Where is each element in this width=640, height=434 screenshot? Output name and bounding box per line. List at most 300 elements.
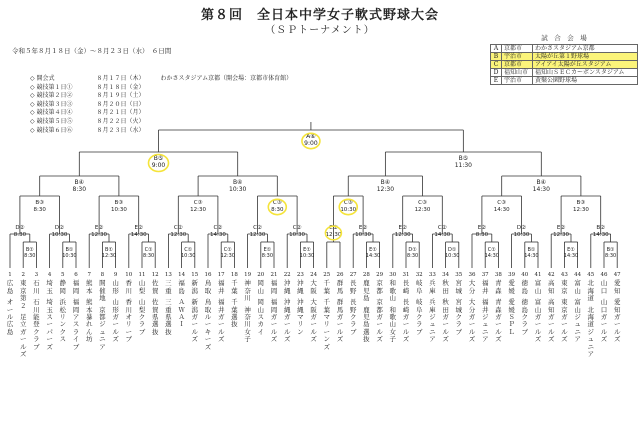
round32-match-label: B② xyxy=(596,225,606,231)
team-number: 23 xyxy=(296,272,304,278)
schedule-row: ◇ 競技第４日④ ８月２１日（月） xyxy=(30,109,145,117)
venue-table-title: 試 合 会 場 xyxy=(541,34,587,42)
round32-match-time: 12:30 xyxy=(394,232,411,238)
team-column xyxy=(559,272,569,344)
team-prefecture: 富 山 xyxy=(574,279,581,295)
team-column xyxy=(31,272,41,351)
team-column xyxy=(269,272,279,344)
team-column xyxy=(546,272,556,344)
team-number: 15 xyxy=(191,272,199,278)
team-prefecture: 鹿 児 島 xyxy=(363,279,370,303)
team-column xyxy=(480,272,490,344)
team-prefecture: 和 歌 山 xyxy=(389,279,397,303)
schedule-row: ◇ 競技第１日① ８月１８日（金） xyxy=(30,83,145,91)
round32-match-label: D② xyxy=(516,225,527,231)
schedule-row: ◇ 開会式 ８月１７日（木） わかさスタジアム京都（開会場：京都市体育館） xyxy=(30,75,293,82)
team-column xyxy=(520,272,530,336)
team-prefecture: 岡 山 xyxy=(257,279,265,295)
team-prefecture: 大 分 xyxy=(468,279,476,295)
round32-match-label: C② xyxy=(173,225,183,231)
team-prefecture: 千 葉 xyxy=(323,279,331,295)
round32-match-time: 10:30 xyxy=(355,232,372,238)
team-name: 浜 松 リ ン ク ス xyxy=(59,298,67,344)
team-name: 宮 城 ク ラ ブ xyxy=(455,298,463,336)
team-column xyxy=(177,272,187,329)
team-prefecture: 福 島 xyxy=(178,279,185,295)
team-prefecture: 山 形 xyxy=(112,279,119,295)
team-prefecture: 熊 本 xyxy=(85,279,93,295)
qf-match-time: 8:30 xyxy=(72,186,87,193)
round32-match-time: 14:30 xyxy=(130,232,147,238)
round1-match-label: B① xyxy=(25,247,34,253)
sf-match-label: B⑤ xyxy=(153,155,164,162)
team-name: 福 井 ガ ー ル ズ xyxy=(217,298,225,344)
qf-match-label: B④ xyxy=(536,179,547,186)
team-number: 20 xyxy=(257,272,265,278)
venue-name: 福知山ＳＥＣカーボンスタジアム xyxy=(533,69,638,77)
team-column xyxy=(5,272,15,336)
team-number: 16 xyxy=(204,272,212,278)
team-column xyxy=(203,272,213,351)
team-column xyxy=(124,272,134,344)
team-number: 47 xyxy=(613,272,621,278)
team-number: 2 xyxy=(21,272,25,278)
team-number: 1 xyxy=(8,272,12,278)
team-number: 34 xyxy=(442,272,450,278)
venue-code: C xyxy=(491,61,502,69)
team-number: 12 xyxy=(151,272,159,278)
round16-match-time: 8:30 xyxy=(33,207,46,213)
team-number: 33 xyxy=(428,272,436,278)
team-number: 13 xyxy=(164,272,172,278)
team-column xyxy=(454,272,464,336)
round32-match-label: E② xyxy=(358,225,368,231)
team-name: 和 歌 山 女 子 xyxy=(389,305,397,344)
team-number: 27 xyxy=(349,272,357,278)
round1-match-time: 8:30 xyxy=(261,253,274,259)
team-column xyxy=(493,272,503,344)
team-prefecture: 富 山 xyxy=(534,279,542,295)
round1-match-time: 10:30 xyxy=(180,253,196,259)
round1-match-label: C① xyxy=(184,247,193,253)
team-name: 新 潟 ガ ー ル ズ xyxy=(191,298,199,344)
round16-match-label: C③ xyxy=(193,200,203,206)
venue-name: 太陽が丘第１野球場 xyxy=(533,53,638,61)
round1-match-time: 8:30 xyxy=(604,253,617,259)
round1-match-label: D① xyxy=(408,247,417,253)
team-column xyxy=(573,272,583,344)
team-number: 28 xyxy=(362,272,370,278)
team-name: 埼 玉 ス ー パ ー ズ xyxy=(46,298,53,351)
team-number: 39 xyxy=(508,272,516,278)
team-name: 秋 田 ガ ー ル ズ xyxy=(442,298,449,344)
team-name: 京 都 ガ ー ル ズ xyxy=(376,298,383,344)
round16-match-label: C③ xyxy=(497,200,507,206)
team-prefecture: 佐 賀 xyxy=(151,279,159,295)
team-prefecture: 福 岡 xyxy=(270,279,278,295)
qf-match-time: 10:30 xyxy=(229,186,247,193)
team-number: 11 xyxy=(138,272,146,278)
team-number: 30 xyxy=(389,272,397,278)
round1-match-time: 12:30 xyxy=(220,253,236,259)
team-name: 愛 媛 Ｓ Ｐ Ｌ xyxy=(508,298,515,336)
team-number: 35 xyxy=(455,272,463,278)
team-column xyxy=(612,272,622,344)
round1-match-time: 14:30 xyxy=(524,253,539,259)
team-number: 43 xyxy=(560,272,568,278)
round1-match-label: C① xyxy=(144,247,153,253)
team-number: 38 xyxy=(494,272,502,278)
round1-match-label: B① xyxy=(65,247,74,253)
team-name: 長 崎 ガ ー ル ズ xyxy=(402,298,410,344)
venue-city: 福知山市 xyxy=(502,69,533,77)
team-name: 北 海 道 ジ ュ ニ ア xyxy=(587,305,595,359)
team-name: 岐 阜 ク ラ ブ xyxy=(415,298,423,336)
team-prefecture: 高 知 xyxy=(547,279,555,295)
schedule-row: ◇ 競技第６日⑥ ８月２３日（水） xyxy=(30,126,145,134)
team-number: 42 xyxy=(547,272,555,278)
round32-match-time: 10:30 xyxy=(513,232,530,238)
team-column xyxy=(335,272,345,344)
team-number: 45 xyxy=(587,272,595,278)
team-prefecture: 石 川 xyxy=(33,279,40,295)
team-column xyxy=(111,272,121,344)
final-match-time: 9:00 xyxy=(304,140,318,147)
team-prefecture: 千 葉 xyxy=(231,279,238,295)
team-name: 沖 縄 マ リ ン xyxy=(297,298,304,336)
round16-match-label: B③ xyxy=(114,200,124,206)
round32-match-label: E② xyxy=(94,225,104,231)
venue-city: 京都市 xyxy=(502,61,533,69)
round16-match-label: C③ xyxy=(343,200,353,206)
team-column xyxy=(414,272,424,336)
round32-match-label: C② xyxy=(329,225,338,231)
team-number: 5 xyxy=(61,272,65,278)
team-number: 8 xyxy=(100,272,105,278)
team-prefecture: 埼 玉 xyxy=(46,279,53,295)
round1-match-time: 12:30 xyxy=(101,253,117,259)
team-column xyxy=(388,272,398,344)
team-name: 三 重 県 選 抜 xyxy=(165,298,172,336)
team-name: 長 野 ク ラ ブ xyxy=(349,298,357,336)
team-prefecture: 東 京 第 ２ xyxy=(19,279,27,310)
round1-match-label: B① xyxy=(105,247,113,253)
team-number: 21 xyxy=(270,272,278,278)
round32-match-label: D② xyxy=(54,225,65,231)
round1-match-time: 8:30 xyxy=(142,253,155,259)
venue-name: 黄檗公園野球場 xyxy=(533,77,638,85)
round1-match-time: 8:30 xyxy=(24,253,36,259)
team-column xyxy=(401,272,411,344)
team-prefecture: 徳 島 xyxy=(521,279,529,295)
team-prefecture: 青 森 xyxy=(495,279,502,295)
team-number: 14 xyxy=(178,272,186,278)
team-name: 富 山 ジ ュ ニ ア xyxy=(574,298,581,344)
team-prefecture: 三 重 xyxy=(165,279,172,295)
team-name: 熊 本 暴 れ ん 坊 xyxy=(85,298,93,344)
team-prefecture: 新 潟 xyxy=(191,279,199,295)
venue-code: E xyxy=(491,77,502,85)
team-name: 山 梨 ク ラ ブ xyxy=(138,298,146,336)
round32-match-time: 14:30 xyxy=(434,232,451,238)
team-column xyxy=(137,272,147,336)
team-prefecture: 愛 知 xyxy=(613,279,621,295)
team-column xyxy=(533,272,543,344)
team-number: 22 xyxy=(283,272,291,278)
round16-match-time: 12:30 xyxy=(414,207,431,213)
team-prefecture: 広 島 xyxy=(6,279,14,295)
round1-match-time: 14:30 xyxy=(365,253,381,259)
round32-match-time: 12:30 xyxy=(91,232,108,238)
round1-match-time: 10:30 xyxy=(299,253,315,259)
sf-match-time: 9:00 xyxy=(151,162,166,169)
team-name: 岡 山 ス カ イ xyxy=(257,298,265,336)
team-prefecture: 福 井 xyxy=(481,279,489,295)
page-subtitle: （ＳＰトーナメント） xyxy=(265,25,375,36)
team-name: 福 井 ジ ュ ニ ア xyxy=(481,298,489,344)
team-prefecture: 宮 城 xyxy=(455,279,463,295)
round1-match-label: C① xyxy=(223,247,232,253)
round32-match-label: C② xyxy=(213,225,223,231)
venue-code: A xyxy=(491,45,502,53)
round32-match-time: 8:30 xyxy=(475,232,489,238)
round32-match-time: 12:30 xyxy=(325,232,342,238)
team-prefecture: 沖 縄 xyxy=(297,279,304,295)
team-number: 41 xyxy=(534,272,542,278)
team-number: 31 xyxy=(402,272,410,278)
team-number: 3 xyxy=(34,272,39,278)
round16-match-time: 12:30 xyxy=(572,207,589,213)
round1-match-label: E① xyxy=(567,247,575,253)
team-prefecture: 開 催 地 xyxy=(99,279,106,303)
team-name: 兵 庫 ジ ュ ニ ア xyxy=(429,298,436,344)
team-column xyxy=(467,272,477,344)
team-prefecture: 神 奈 川 xyxy=(244,279,251,303)
team-number: 46 xyxy=(600,272,608,278)
team-prefecture: 岐 阜 xyxy=(415,279,423,295)
team-number: 4 xyxy=(47,272,52,278)
team-column xyxy=(295,272,305,336)
venue-city: 宇治市 xyxy=(502,53,533,61)
qf-match-time: 12:30 xyxy=(376,186,395,193)
round1-match-time: 10:30 xyxy=(62,253,77,259)
team-number: 9 xyxy=(113,272,118,278)
page-title: 第８回 全日本中学女子軟式野球大会 xyxy=(200,8,439,23)
final-match-label: A⑥ xyxy=(306,133,316,140)
team-column xyxy=(84,272,94,344)
team-column xyxy=(586,272,596,358)
team-number: 44 xyxy=(574,272,582,278)
round1-match-time: 10:30 xyxy=(444,253,460,259)
round16-match-label: C③ xyxy=(418,200,427,206)
round32-match-label: E② xyxy=(477,225,487,231)
team-prefecture: 静 岡 xyxy=(59,279,67,295)
team-column xyxy=(18,272,28,358)
team-prefecture: 大 阪 xyxy=(310,279,317,295)
team-prefecture: 福 岡 xyxy=(72,279,80,295)
round32-match-label: E② xyxy=(556,225,566,231)
round32-match-time: 12:30 xyxy=(553,232,570,238)
team-column xyxy=(282,272,292,344)
venue-code: B xyxy=(491,53,502,61)
round1-match-label: D① xyxy=(448,247,457,253)
team-number: 37 xyxy=(481,272,489,278)
team-number: 6 xyxy=(74,272,78,278)
team-name: 沖 縄 ガ ー ル ズ xyxy=(283,298,291,344)
venue-name: アイアイ太陽が丘スタジアム xyxy=(533,61,638,69)
team-name: 大 分 ガ ー ル ズ xyxy=(468,298,476,344)
team-prefecture: 東 京 xyxy=(561,279,568,295)
team-column xyxy=(190,272,200,344)
team-column xyxy=(599,272,609,344)
team-number: 29 xyxy=(376,272,384,278)
round32-match-time: 14:30 xyxy=(592,232,609,238)
team-name: 大 阪 ガ ー ル ズ xyxy=(310,298,317,344)
team-number: 10 xyxy=(125,272,133,278)
team-column xyxy=(45,272,55,351)
team-name: 富 山 ガ ー ル ズ xyxy=(534,298,542,344)
team-column xyxy=(427,272,437,344)
team-name: 福 岡 ア ス ラ イ ブ xyxy=(72,298,80,351)
round1-match-time: 8:30 xyxy=(406,253,419,259)
team-column xyxy=(58,272,68,344)
round32-match-time: 12:30 xyxy=(249,232,266,238)
round32-match-time: 8:30 xyxy=(13,232,27,238)
team-name: 山 形 ガ ー ル ズ xyxy=(112,298,119,344)
round16-match-time: 10:30 xyxy=(110,207,127,213)
team-prefecture: 長 崎 xyxy=(402,279,410,295)
team-name: 千 葉 選 抜 xyxy=(231,298,238,329)
qf-match-label: B④ xyxy=(232,179,243,186)
team-prefecture: 京 都 xyxy=(376,279,383,295)
team-prefecture: 香 川 xyxy=(125,279,133,295)
round16-match-time: 8:30 xyxy=(271,207,284,213)
team-name: 神 奈 川 女 子 xyxy=(244,305,251,344)
team-name: 高 知 ガ ー ル ズ xyxy=(547,298,555,344)
round16-match-label: B③ xyxy=(35,200,45,206)
team-name: 徳 島 ク ラ ブ xyxy=(521,298,529,336)
team-prefecture: 山 口 xyxy=(600,279,608,295)
team-column xyxy=(361,272,371,344)
team-prefecture: 山 梨 xyxy=(138,279,146,295)
round32-match-label: E② xyxy=(398,225,407,231)
team-column xyxy=(322,272,332,351)
team-column xyxy=(71,272,81,351)
sf-match-label: B⑤ xyxy=(458,155,469,162)
sf-match-time: 11:30 xyxy=(454,162,472,169)
team-number: 18 xyxy=(230,272,238,278)
team-column xyxy=(441,272,451,344)
round32-match-label: E② xyxy=(134,225,143,231)
team-name: 佐 賀 県 選 抜 xyxy=(151,298,159,336)
team-column xyxy=(243,272,253,344)
team-column xyxy=(309,272,319,344)
round16-match-label: B③ xyxy=(576,200,586,206)
team-name: 石 川 能 登 ク ラ ブ xyxy=(33,298,40,351)
team-prefecture: 愛 媛 xyxy=(508,279,515,295)
team-number: 17 xyxy=(217,272,225,278)
team-column xyxy=(150,272,160,336)
team-prefecture: 鳥 取 xyxy=(204,279,212,295)
team-column xyxy=(507,272,517,336)
team-name: 香 川 オ リ ー ブ xyxy=(125,298,133,344)
venue-name: わかさスタジアム京都 xyxy=(533,45,638,53)
round1-match-label: E① xyxy=(303,247,311,253)
team-prefecture: 福 井 xyxy=(217,279,225,295)
qf-match-label: B④ xyxy=(74,179,85,186)
team-column xyxy=(163,272,173,336)
team-prefecture: 長 野 xyxy=(349,279,357,295)
team-name: 群 馬 ガ ー ル ズ xyxy=(336,298,344,344)
schedule-row: ◇ 競技第３日③ ８月２０日（日） xyxy=(30,100,145,108)
venue-city: 宇治市 xyxy=(502,77,533,85)
team-name: 千 葉 マ リ ー ン ズ xyxy=(323,298,331,351)
team-prefecture: 沖 縄 xyxy=(283,279,291,295)
team-number: 36 xyxy=(468,272,476,278)
team-name: オ ー ル 広 島 xyxy=(6,298,14,336)
team-number: 24 xyxy=(310,272,318,278)
qf-match-label: B④ xyxy=(380,179,391,186)
schedule-row: ◇ 競技第５日⑤ ８月２２日（火） xyxy=(30,117,145,125)
venue-code: D xyxy=(491,69,502,77)
team-column xyxy=(375,272,385,344)
team-number: 7 xyxy=(87,272,91,278)
round1-match-time: 14:30 xyxy=(563,253,579,259)
round32-match-label: C② xyxy=(437,225,447,231)
round32-match-label: C② xyxy=(253,225,262,231)
team-name: 福 岡 ガ ー ル ズ xyxy=(270,298,278,344)
team-name: 愛 知 ガ ー ル ズ xyxy=(613,298,621,344)
round1-match-label: C① xyxy=(487,247,496,253)
team-column xyxy=(348,272,358,336)
team-number: 26 xyxy=(336,272,344,278)
team-number: 32 xyxy=(415,272,423,278)
round16-match-label: C③ xyxy=(272,200,282,206)
round1-match-label: E① xyxy=(369,247,377,253)
team-name: 京 都 ジ ュ ニ ア xyxy=(99,305,106,351)
round1-match-label: B① xyxy=(527,247,536,253)
team-name: 鹿 児 島 選 抜 xyxy=(363,305,370,344)
team-number: 25 xyxy=(323,272,331,278)
team-prefecture: 兵 庫 xyxy=(429,279,436,295)
team-column xyxy=(229,272,239,329)
team-number: 19 xyxy=(244,272,252,278)
team-column xyxy=(256,272,266,336)
round32-match-time: 14:30 xyxy=(209,232,226,238)
team-number: 40 xyxy=(521,272,529,278)
team-name: 青 森 ガ ー ル ズ xyxy=(495,298,502,344)
qf-match-time: 14:30 xyxy=(532,186,550,193)
team-name: 足 立 ガ ー ル ズ xyxy=(19,313,27,359)
round1-match-label: E① xyxy=(263,247,272,253)
team-prefecture: 秋 田 xyxy=(442,279,449,295)
round16-match-time: 14:30 xyxy=(493,207,510,213)
round1-match-label: B① xyxy=(606,247,615,253)
team-name: 東 京 ガ ー ル ズ xyxy=(561,298,568,344)
schedule-row: ◇ 競技第２日② ８月１９日（土） xyxy=(30,92,145,100)
round32-match-time: 12:30 xyxy=(170,232,187,238)
venue-city: 京都市 xyxy=(502,45,533,53)
round32-match-label: D② xyxy=(15,225,25,231)
round16-match-time: 12:30 xyxy=(190,207,207,213)
team-name: 鳥 取 ル ー キ ー ズ xyxy=(204,298,212,351)
tournament-period: 令和５年８月１８日（金）～８月２３日（水） ６日間 xyxy=(12,47,172,55)
team-prefecture: 北 海 道 xyxy=(587,279,595,303)
round32-match-time: 10:30 xyxy=(51,232,68,238)
round32-match-label: C② xyxy=(292,225,302,231)
round1-match-time: 14:30 xyxy=(484,253,500,259)
team-column xyxy=(97,272,107,351)
